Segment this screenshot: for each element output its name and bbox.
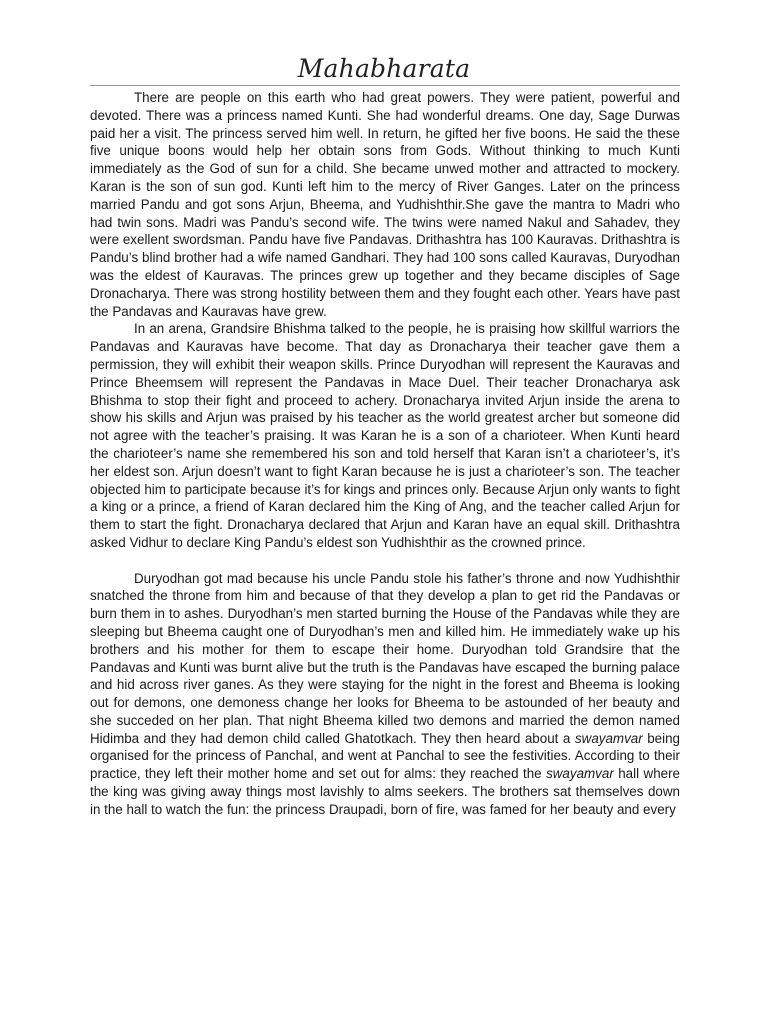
paragraph-text-segment: hall where the king was giving away things most lavishly to alms seekers. The brothers sat themselves down in the hall to watch the fun: the princess Draupadi, born of fire, was famed for her beauty and every (90, 766, 680, 817)
emphasis-swayamvar: swayamvar (574, 730, 643, 746)
paragraph-origins: There are people on this earth who had great powers. They were patient, powerful and devoted. There was a princess named Kunti. She had wonderful dreams. One day, Sage Durwas paid her a visit. The princess served him well. In return, he gifted her five boons. He said the these five unique boons would help her obtain sons from Gods. Without thinking to much Kunti immediately as the God of sun for a child. She became unwed mother and attracted to mockery. Karan is the son of sun god. Kunti left him to the mercy of River Ganges. Later on the princess married Pandu and got sons Arjun, Bheema, and Yudhishthir.She gave the mantra to Madri who had twin sons. Madri was Pandu’s second wife. The twins were named Nakul and Sahadev, they were exellent swordsman. Pandu have five Pandavas. Drithashtra has 100 Kauravas. Drithashtra is Pandu’s blind brother had a wife named Gandhari. They had 100 sons called Kauravas, Duryodhan was the eldest of Kauravas. The princes grew up together and they became disciples of Sage Dronacharya. There was strong hostility between them and they fought each other. Years have past the Pandavas and Kauravas have grew. (90, 90, 680, 319)
paragraph-text-segment: Duryodhan got mad because his uncle Pandu stole his father’s throne and now Yudhishthir snatched the throne from him and because of that they develop a plan to get rid the Pandavas or burn them in to ashes. Duryodhan’s men started burning the House of the Pandavas while they are sleeping but Bheema caught one of Duryodhan’s men and killed him. He immediately wake up his brothers and his mother for them to escape their home. Duryodhan told Grandsire that the Pandavas and Kunti was burnt alive but the truth is the Pandavas have escaped the burning palace and hid across river ganes. As they were staying for the night in the forest and Bheema is looking out for demons, one demoness change her looks for Bheema to be astounded of her beauty and she succeded on her plan. That night Bheema killed two demons and married the demon named Hidimba and they had demon child called Ghatotkach. They then heard about a (90, 570, 680, 746)
paragraph-arena: In an arena, Grandsire Bhishma talked to the people, he is praising how skillful warriors the Pandavas and Kauravas have become. That day as Dronacharya their teacher gave them a permission, they will exhibit their weapon skills. Prince Duryodhan will represent the Kauravas and Prince Bheemsem will represent the Pandavas in Mace Duel. Their teacher Dronacharya ask Bhishma to stop their fight and proceed to achery. Dronacharya invited Arjun inside the arena to show his skills and Arjun was praised by his teacher as the world greatest archer but someone did not agree with the teacher’s praising. It was Karan he is a son of a charioteer. When Kunti heard the charioteer’s name she remembered his son and told herself that Karan isn’t a charioteer’s, it’s her eldest son. Arjun doesn’t want to fight Karan because he is just a charioteer’s son. The teacher objected him to participate because it’s for kings and princes only. Because Arjun only wants to fight a king or a prince, a friend of Karan declared him the King of Ang, and the teacher called Arjun for them to start the fight. Dronacharya declared that Arjun and Karan have an equal skill. Drithashtra asked Vidhur to declare King Pandu’s eldest son Yudhishthir as the crowned prince. (90, 321, 680, 550)
paragraph-exile (90, 570, 680, 819)
title-underline (90, 85, 680, 86)
paragraph-text-segment: being organised for the princess of Panchal, and went at Panchal to see the festivities. According to their practice, they left their mother home and set out for alms: they reached the (90, 730, 681, 782)
paragraph-spacer (90, 552, 680, 570)
emphasis-swayamvar: swayamvar (546, 766, 614, 782)
document-title: Mahabharata (297, 54, 471, 83)
document-body (90, 89, 680, 819)
